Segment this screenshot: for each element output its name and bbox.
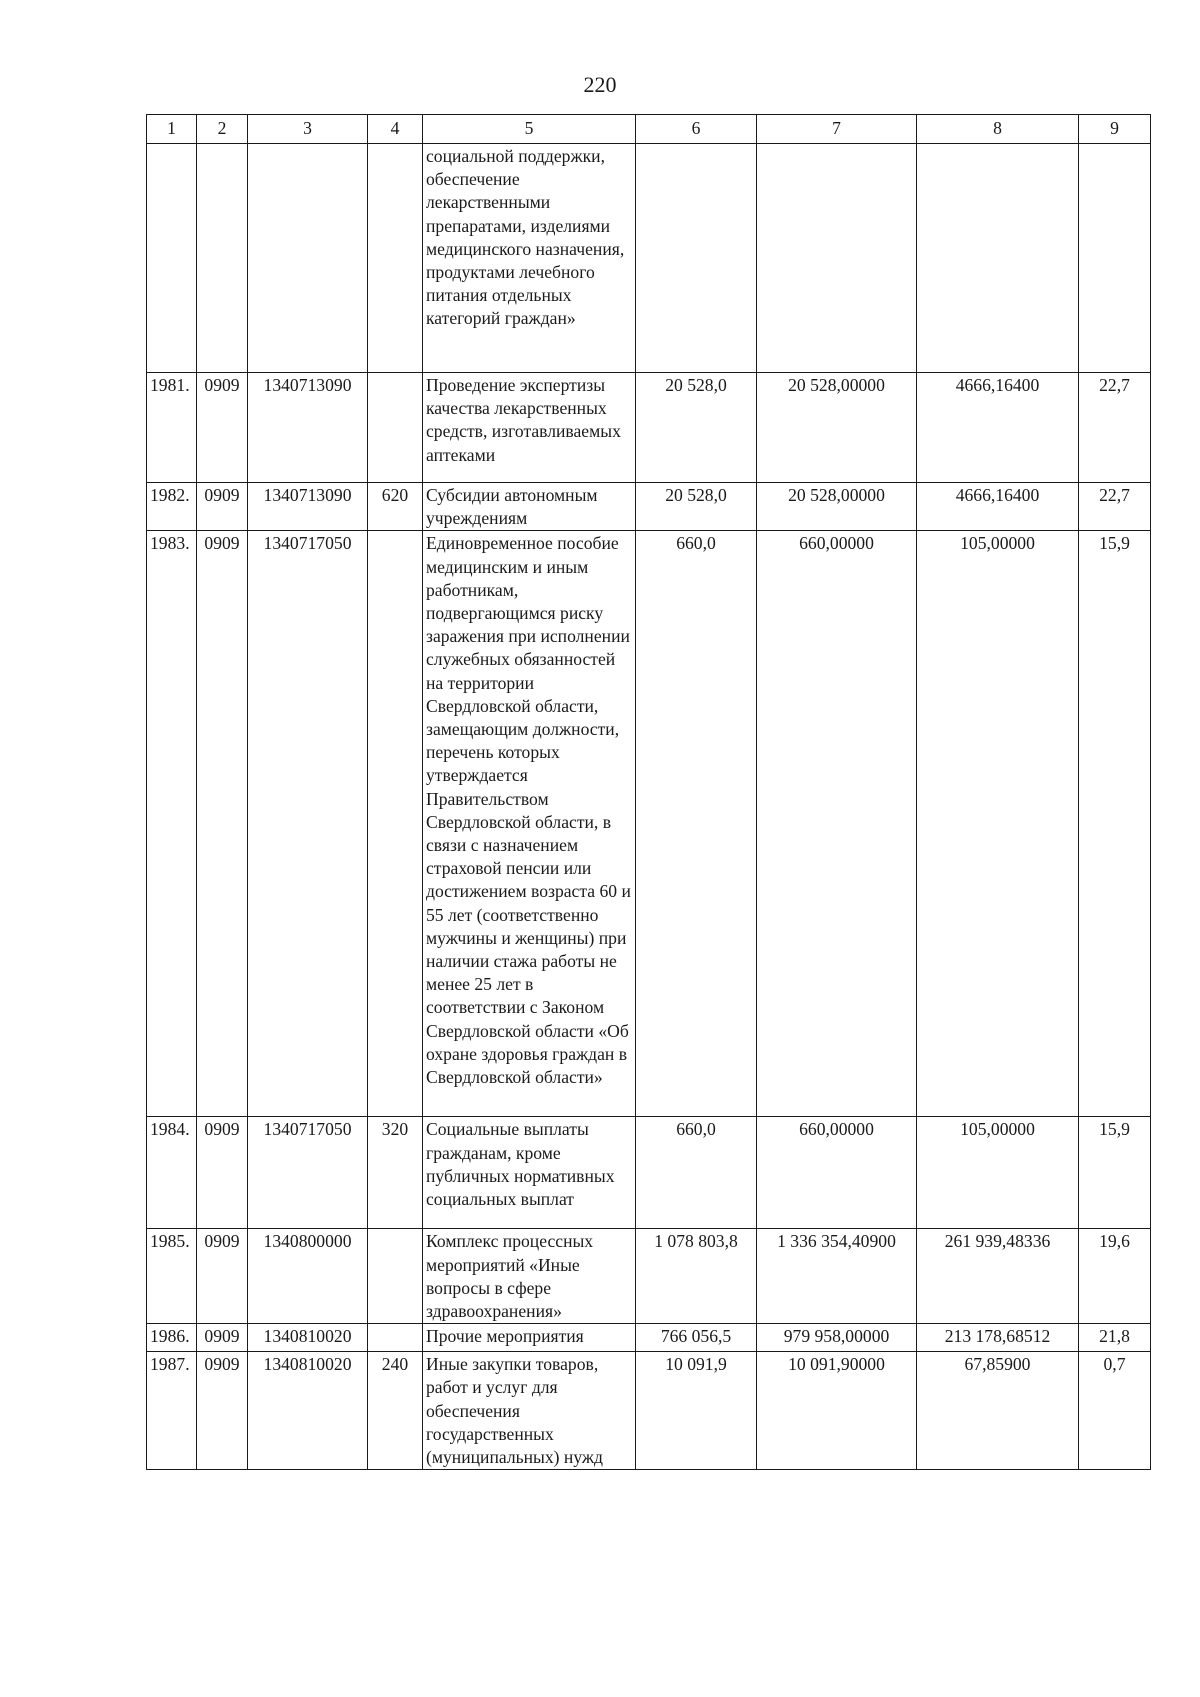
budget-table (146, 114, 1151, 1470)
header-col-5: 5 (423, 115, 636, 144)
execution-amount-cell: 105,00000 (917, 531, 1079, 1117)
section-code-cell: 0909 (197, 1324, 248, 1352)
table-row (147, 1229, 1151, 1324)
table-row (147, 531, 1151, 1117)
header-col-4: 4 (368, 115, 423, 144)
budget-allocation-cell: 1 336 354,40900 (757, 1229, 917, 1324)
table-row (147, 1352, 1151, 1470)
execution-amount-cell (917, 144, 1079, 373)
table-row (147, 483, 1151, 531)
row-number-cell (147, 144, 197, 373)
table-header (147, 115, 1151, 144)
approved-amount-cell: 20 528,0 (636, 373, 757, 483)
item-name-cell: Проведение экспертизы качества лекарственных средств, изготавливаемых аптеками (423, 373, 636, 483)
section-code-cell: 0909 (197, 1229, 248, 1324)
section-code-cell: 0909 (197, 483, 248, 531)
table-body (147, 144, 1151, 1470)
row-number-cell: 1984. (147, 1117, 197, 1229)
execution-percent-cell (1079, 144, 1151, 373)
target-item-code-cell: 1340713090 (248, 483, 368, 531)
target-item-code-cell: 1340810020 (248, 1352, 368, 1470)
item-name-cell: Иные закупки товаров, работ и услуг для обеспечения государственных (муниципальных) нужд (423, 1352, 636, 1470)
section-code-cell (197, 144, 248, 373)
item-name-cell: Комплекс процессных мероприятий «Иные вопросы в сфере здравоохранения» (423, 1229, 636, 1324)
execution-percent-cell: 22,7 (1079, 483, 1151, 531)
item-name-cell: Прочие мероприятия (423, 1324, 636, 1352)
budget-allocation-cell: 20 528,00000 (757, 483, 917, 531)
expense-type-code-cell (368, 144, 423, 373)
expense-type-code-cell: 620 (368, 483, 423, 531)
row-number-cell: 1981. (147, 373, 197, 483)
row-number-cell: 1985. (147, 1229, 197, 1324)
approved-amount-cell: 766 056,5 (636, 1324, 757, 1352)
expense-type-code-cell (368, 531, 423, 1117)
row-number-cell: 1982. (147, 483, 197, 531)
section-code-cell: 0909 (197, 1117, 248, 1229)
expense-type-code-cell: 240 (368, 1352, 423, 1470)
approved-amount-cell: 10 091,9 (636, 1352, 757, 1470)
execution-percent-cell: 21,8 (1079, 1324, 1151, 1352)
execution-amount-cell: 261 939,48336 (917, 1229, 1079, 1324)
target-item-code-cell: 1340717050 (248, 1117, 368, 1229)
item-name-cell: Субсидии автономным учреждениям (423, 483, 636, 531)
header-col-6: 6 (636, 115, 757, 144)
approved-amount-cell: 660,0 (636, 531, 757, 1117)
budget-allocation-cell (757, 144, 917, 373)
header-col-7: 7 (757, 115, 917, 144)
expense-type-code-cell (368, 373, 423, 483)
section-code-cell: 0909 (197, 531, 248, 1117)
budget-allocation-cell: 660,00000 (757, 531, 917, 1117)
budget-allocation-cell: 979 958,00000 (757, 1324, 917, 1352)
table-row (147, 144, 1151, 373)
execution-percent-cell: 19,6 (1079, 1229, 1151, 1324)
expense-type-code-cell (368, 1229, 423, 1324)
approved-amount-cell (636, 144, 757, 373)
header-col-3: 3 (248, 115, 368, 144)
budget-allocation-cell: 10 091,90000 (757, 1352, 917, 1470)
execution-amount-cell: 105,00000 (917, 1117, 1079, 1229)
expense-type-code-cell (368, 1324, 423, 1352)
table-row (147, 1324, 1151, 1352)
header-col-8: 8 (917, 115, 1079, 144)
approved-amount-cell: 1 078 803,8 (636, 1229, 757, 1324)
table-row (147, 373, 1151, 483)
row-number-cell: 1983. (147, 531, 197, 1117)
execution-amount-cell: 213 178,68512 (917, 1324, 1079, 1352)
approved-amount-cell: 20 528,0 (636, 483, 757, 531)
page-number: 220 (583, 72, 617, 97)
header-col-9: 9 (1079, 115, 1151, 144)
header-col-1: 1 (147, 115, 197, 144)
header-row (147, 115, 1151, 144)
section-code-cell: 0909 (197, 373, 248, 483)
execution-percent-cell: 0,7 (1079, 1352, 1151, 1470)
expense-type-code-cell: 320 (368, 1117, 423, 1229)
row-number-cell: 1987. (147, 1352, 197, 1470)
execution-percent-cell: 22,7 (1079, 373, 1151, 483)
execution-amount-cell: 4666,16400 (917, 373, 1079, 483)
execution-percent-cell: 15,9 (1079, 1117, 1151, 1229)
table-row (147, 1117, 1151, 1229)
item-name-cell: Социальные выплаты гражданам, кроме публичных нормативных социальных выплат (423, 1117, 636, 1229)
approved-amount-cell: 660,0 (636, 1117, 757, 1229)
execution-percent-cell: 15,9 (1079, 531, 1151, 1117)
header-col-2: 2 (197, 115, 248, 144)
target-item-code-cell: 1340800000 (248, 1229, 368, 1324)
budget-allocation-cell: 660,00000 (757, 1117, 917, 1229)
section-code-cell: 0909 (197, 1352, 248, 1470)
execution-amount-cell: 4666,16400 (917, 483, 1079, 531)
execution-amount-cell: 67,85900 (917, 1352, 1079, 1470)
target-item-code-cell: 1340713090 (248, 373, 368, 483)
row-number-cell: 1986. (147, 1324, 197, 1352)
budget-allocation-cell: 20 528,00000 (757, 373, 917, 483)
item-name-cell: социальной поддержки, обеспечение лекарственными препаратами, изделиями медицинского назначения, продуктами лечебного питания отдельных категорий граждан» (423, 144, 636, 373)
item-name-cell: Единовременное пособие медицинским и иным работникам, подвергающимся риску заражения при исполнении служебных обязанностей на территории Свердловской области, замещающим должности, перечень которых утверждается Правительством Свердловской области, в связи с назначением страховой пенсии или достижением возраста 60 и 55 лет (соответственно мужчины и женщины) при наличии стажа работы не менее 25 лет в соответствии с Законом Свердловской области «Об охране здоровья граждан в Свердловской области» (423, 531, 636, 1117)
target-item-code-cell: 1340717050 (248, 531, 368, 1117)
target-item-code-cell (248, 144, 368, 373)
target-item-code-cell: 1340810020 (248, 1324, 368, 1352)
